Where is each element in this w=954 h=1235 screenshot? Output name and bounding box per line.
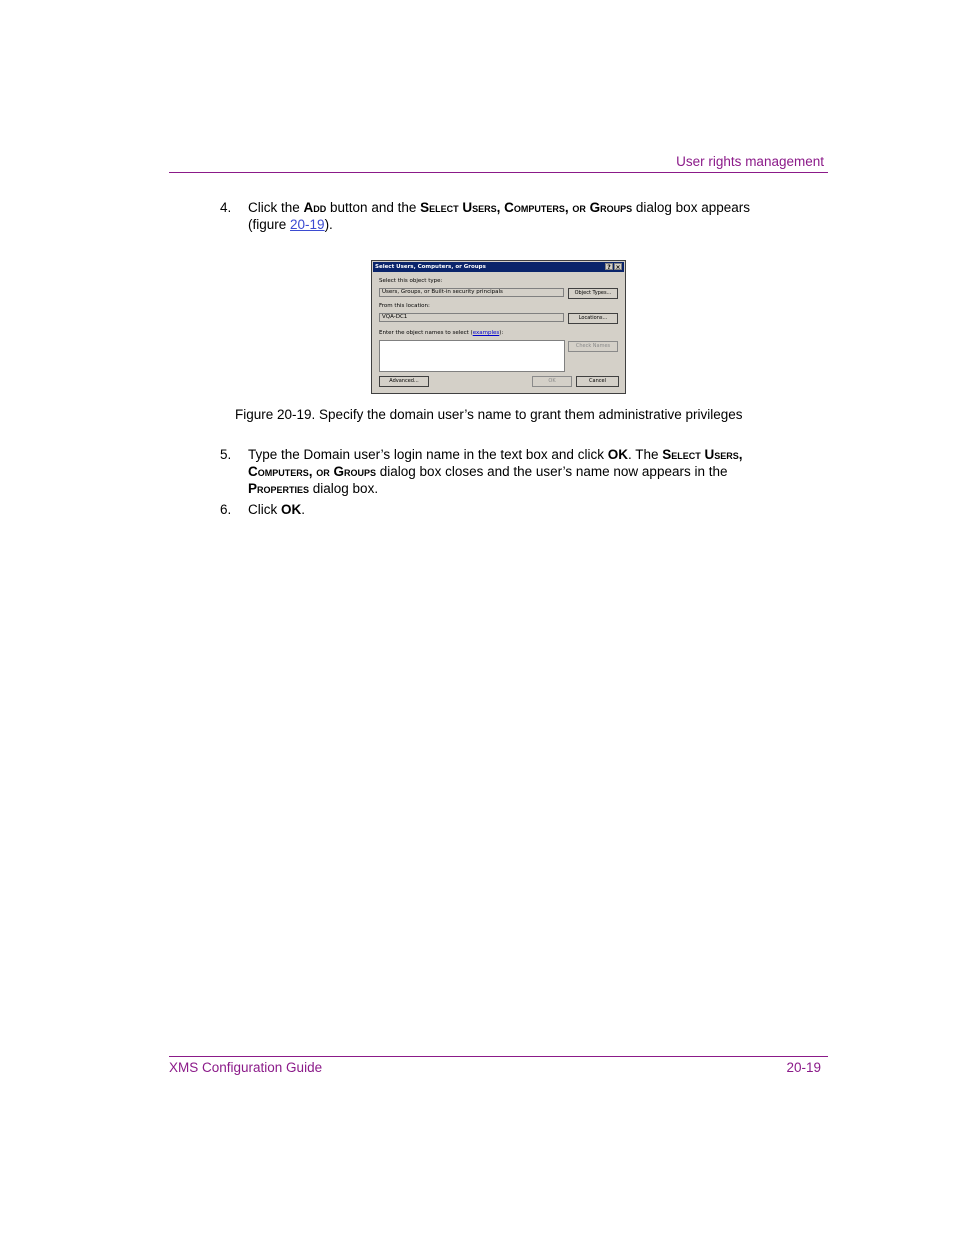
help-icon[interactable]: ?	[605, 263, 613, 270]
footer-page-number: 20-19	[786, 1060, 821, 1075]
text-run: ).	[324, 217, 333, 232]
text-run: Type the Domain user’s login name in the text box and click	[248, 447, 608, 462]
text-run: Click the	[248, 200, 304, 215]
step-number: 6.	[220, 502, 232, 517]
object-type-field: Users, Groups, or Built-in security principals	[379, 288, 564, 297]
label-text: Enter the object names to select (	[379, 330, 473, 336]
text-run: dialog box.	[309, 481, 379, 496]
ok-ref: OK	[607, 447, 628, 462]
text-run: . The	[627, 447, 663, 462]
step-5	[220, 446, 790, 497]
dialog-title: Select Users, Computers, or Groups	[375, 264, 486, 270]
ok-button[interactable]: OK	[532, 376, 572, 387]
properties-ref: Properties	[248, 481, 310, 496]
object-type-label: Select this object type:	[379, 278, 443, 284]
location-label: From this location:	[379, 303, 430, 309]
step-text	[248, 501, 790, 518]
check-names-button[interactable]: Check Names	[568, 341, 618, 352]
step-text	[248, 446, 790, 497]
step-6	[220, 501, 790, 518]
advanced-button[interactable]: Advanced...	[379, 376, 429, 387]
header-rule	[169, 172, 828, 173]
add-button-ref: Add	[303, 200, 327, 215]
text-run: Click	[248, 502, 281, 517]
label-text: ):	[499, 330, 504, 336]
figure-caption: Figure 20-19. Specify the domain user’s name to grant them administrative privileges	[235, 407, 743, 422]
object-names-label	[379, 330, 503, 336]
location-field: VQA-DC1	[379, 313, 564, 322]
locations-button[interactable]: Locations...	[568, 313, 618, 324]
text-run: dialog box closes and the user’s name now appears in the	[376, 464, 728, 479]
figure-link[interactable]: 20-19	[290, 217, 325, 232]
text-run: button and the	[326, 200, 421, 215]
close-icon[interactable]: ×	[615, 264, 621, 271]
dialog-titlebar	[373, 262, 624, 272]
text-run: dialog box appears (figure	[248, 200, 750, 232]
examples-link[interactable]: examples	[472, 330, 500, 336]
footer-guide-title: XMS Configuration Guide	[169, 1060, 323, 1075]
cancel-button[interactable]: Cancel	[576, 376, 619, 387]
object-types-button[interactable]: Object Types...	[568, 288, 618, 299]
footer-rule	[169, 1056, 828, 1057]
step-number: 4.	[220, 200, 232, 215]
step-text	[248, 199, 790, 233]
running-header-title: User rights management	[676, 154, 824, 169]
step-number: 5.	[220, 447, 232, 462]
step-4	[220, 199, 790, 233]
dialog-name-ref: Select Users, Computers, or Groups	[248, 447, 743, 479]
select-users-dialog	[371, 260, 626, 394]
object-names-input[interactable]	[379, 340, 565, 372]
dialog-name-ref: Select Users, Computers, or Groups	[420, 200, 633, 215]
text-run: .	[301, 502, 306, 517]
ok-ref: OK	[281, 502, 302, 517]
